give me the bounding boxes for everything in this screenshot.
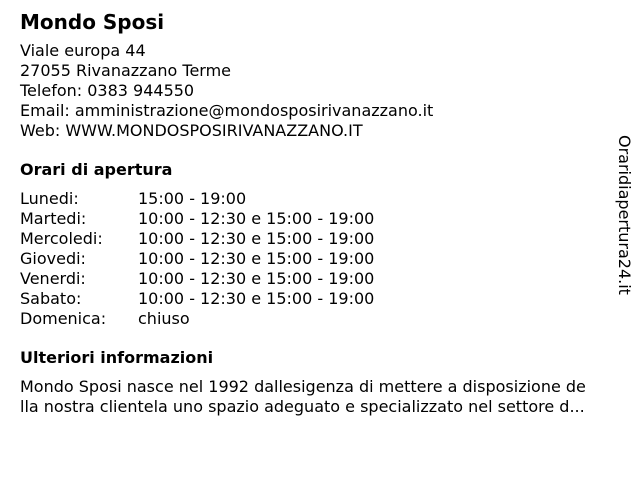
hours-row-wednesday [20,229,374,249]
business-name: Mondo Sposi [20,10,165,34]
phone-number[interactable]: Telefon: 0383 944550 [20,81,195,100]
day-hours: 10:00 - 12:30 e 15:00 - 19:00 [138,249,375,268]
day-hours: 10:00 - 12:30 e 15:00 - 19:00 [138,269,375,288]
business-card [20,10,632,417]
day-hours: 10:00 - 12:30 e 15:00 - 19:00 [138,289,375,308]
day-label: Giovedi: [20,249,86,268]
more-info-heading: Ulteriori informazioni [20,348,214,367]
description-line: lla nostra clientela uno spazio adeguato e specializzato nel settore d... [20,397,585,416]
day-hours: 10:00 - 12:30 e 15:00 - 19:00 [138,229,375,248]
opening-hours-table [20,189,374,329]
hours-row-friday [20,269,374,289]
hours-row-saturday [20,289,374,309]
email-address[interactable]: Email: amministrazione@mondosposirivanazzano.it [20,101,434,120]
address-city: 27055 Rivanazzano Terme [20,61,232,80]
day-hours: 10:00 - 12:30 e 15:00 - 19:00 [138,209,375,228]
description-line: Mondo Sposi nasce nel 1992 dallesigenza di mettere a disposizione de [20,377,586,396]
day-label: Domenica: [20,309,107,328]
hours-row-monday [20,189,374,209]
hours-row-thursday [20,249,374,269]
hours-row-tuesday [20,209,374,229]
day-label: Sabato: [20,289,82,308]
watermark-text: Oraridiapertura24.it [615,135,634,295]
day-label: Lunedi: [20,189,79,208]
day-label: Venerdi: [20,269,86,288]
website-url[interactable]: Web: WWW.MONDOSPOSIRIVANAZZANO.IT [20,121,363,140]
day-label: Martedi: [20,209,87,228]
opening-hours-heading: Orari di apertura [20,160,173,179]
day-hours: 15:00 - 19:00 [138,189,247,208]
business-description [20,377,632,417]
day-hours: chiuso [138,309,190,328]
hours-row-sunday [20,309,374,329]
address-street: Viale europa 44 [20,41,146,60]
day-label: Mercoledi: [20,229,103,248]
